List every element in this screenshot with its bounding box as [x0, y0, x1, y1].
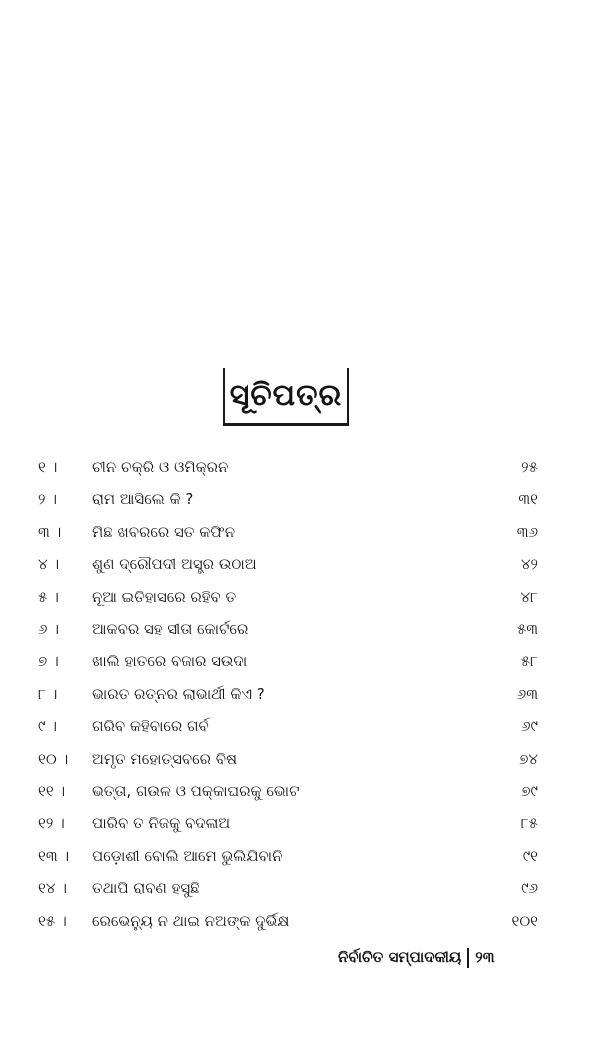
toc-entry-page: ୪୨ [520, 555, 538, 574]
toc-entry-number: ୫ । [38, 587, 59, 606]
toc-entry-number: ୭ । [38, 652, 59, 671]
contents-heading: ସୂଚିପତ୍ର [229, 378, 343, 413]
toc-entry-number: ୧୨ । [38, 814, 65, 833]
toc-entry-title: ପଡ଼ୋଶୀ ବୋଲି ଆମେ ଭୁଲିଯିବାନି [92, 846, 283, 865]
footer-book-title: ନିର୍ବାଚିତ ସମ୍ପାଦକୀୟ [338, 948, 462, 966]
toc-entry [0, 450, 600, 484]
toc-entry [0, 904, 600, 938]
toc-entry-number: ୬ । [38, 620, 59, 638]
toc-entry-number: ୮ । [38, 684, 58, 703]
toc-entry [0, 677, 600, 711]
toc-entry-page: ୮୫ [520, 814, 538, 833]
toc-entry-page: ୬୩ [516, 684, 538, 703]
toc-entry-title: ପାରିବ ତ ନିଜକୁ ବଦଳାଅ [92, 814, 231, 833]
toc-entry-title: ଚୀନ ଚକ୍ରି ଓ ଓମିକ୍ରନ [92, 458, 229, 476]
toc-entry-title: ରେଭେନ୍ୟୁ ନ ଥାଇ ନଅଙ୍କ ଦୁର୍ଭିକ୍ଷ [92, 911, 290, 930]
toc-entry-title: ଭତ୍ତା, ଗଉଳ ଓ ପକ୍କାଘରକୁ ଭୋଟ [92, 782, 300, 800]
toc-entry [0, 580, 600, 614]
toc-entry-page: ୫୩ [516, 620, 538, 638]
toc-entry [0, 806, 600, 840]
toc-entry-number: ୧୧ । [38, 782, 66, 800]
toc-entry [0, 709, 600, 743]
contents-heading-box [223, 368, 349, 426]
toc-entry [0, 547, 600, 581]
toc-entry-title: ଗରିବ କହିବାରେ ଗର୍ବ [92, 717, 209, 736]
toc-entry [0, 742, 600, 776]
toc-entry-title: ଅମୃତ ମହୋତ୍ସବରେ ବିଷ [92, 749, 238, 768]
toc-entry-page: ୧୦୧ [511, 911, 538, 930]
toc-entry-number: ୩ । [38, 522, 62, 541]
toc-entry [0, 644, 600, 678]
toc-entry-page: ୯୧ [522, 846, 538, 865]
toc-entry [0, 839, 600, 873]
toc-entry-number: ୧ । [38, 458, 58, 476]
toc-entry-number: ୯ । [38, 717, 57, 736]
toc-entry [0, 482, 600, 516]
footer-divider [467, 948, 469, 968]
toc-entry-number: ୧୩ । [38, 846, 70, 865]
toc-entry-page: ୯୬ [521, 879, 538, 898]
toc-entry [0, 515, 600, 549]
toc-entry-title: ତଥାପି ରାବଣ ହସୁଛି [92, 879, 200, 898]
toc-entry-page: ୩୬ [516, 522, 538, 541]
toc-entry [0, 871, 600, 905]
toc-entry-page: ୭୪ [519, 749, 538, 768]
toc-entry-page: ୬୯ [521, 717, 538, 736]
toc-entry-number: ୧୦ । [38, 749, 69, 768]
toc-entry-title: ଶୁଣ ଦ୍ରୌପଦୀ ଅସ୍ତ୍ର ଉଠାଅ [92, 555, 257, 574]
toc-entry-number: ୪ । [38, 555, 60, 574]
footer-page-number: ୨୩ [475, 948, 495, 966]
toc-entry-title: ଆକବର ସହ ସୀତା କୋର୍ଟରେ [92, 620, 249, 638]
toc-entry-title: ଭାରତ ରତ୍ନର ଲାଭାର୍ଥୀ କିଏ ? [92, 684, 265, 703]
toc-entry-title: ରାମ ଆସିଲେ କି ? [92, 490, 194, 509]
toc-entry-title: ମିଛ ଖବରରେ ସତ କଫିନ [92, 522, 236, 541]
toc-entry [0, 774, 600, 808]
toc-entry-number: ୨ । [38, 490, 57, 509]
toc-entry-page: ୩୧ [518, 490, 538, 509]
toc-entry [0, 612, 600, 646]
toc-entry-page: ୨୫ [521, 458, 538, 476]
toc-entry-title: ନୂଆ ଇତିହାସରେ ରହିବ ତ [92, 587, 237, 606]
toc-entry-page: ୫୮ [520, 652, 538, 671]
toc-entry-number: ୧୪ । [38, 879, 67, 898]
toc-entry-page: ୪୮ [520, 587, 538, 606]
toc-entry-page: ୭୯ [521, 782, 538, 800]
toc-entry-title: ଖାଲି ହାତରେ ବଜାର ସଉଦା [92, 652, 248, 671]
page-footer [338, 945, 495, 969]
toc-entry-number: ୧୫ । [38, 911, 67, 930]
